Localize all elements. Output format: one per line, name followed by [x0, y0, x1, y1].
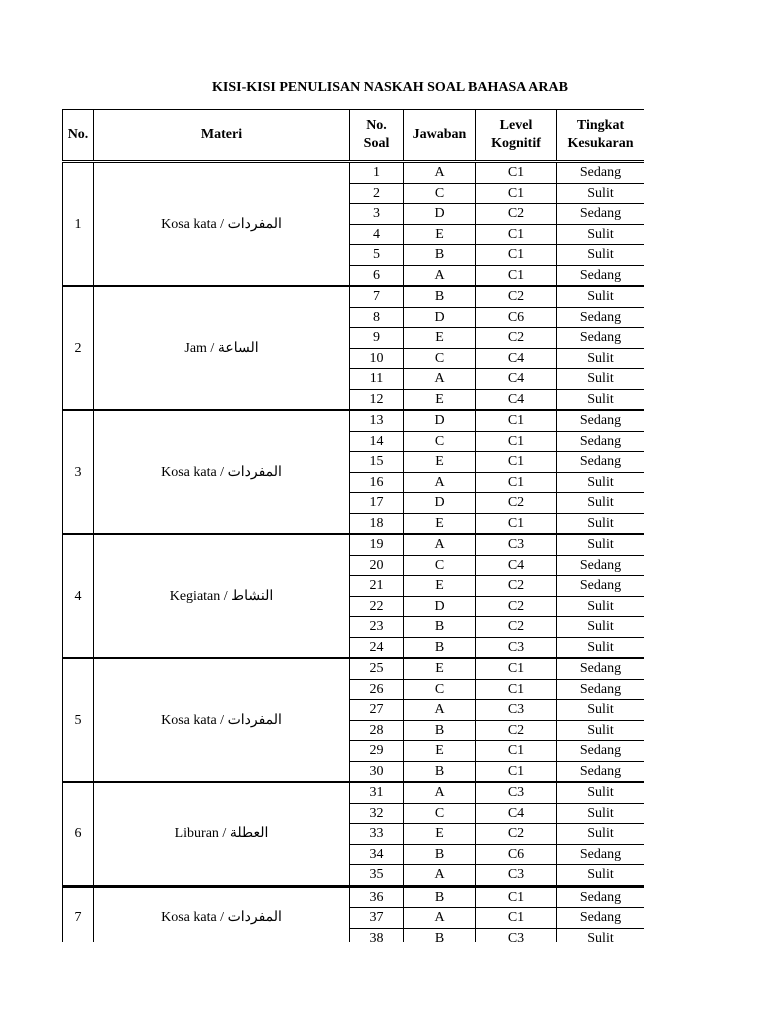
level-kognitif: C2 [476, 204, 557, 225]
level-kognitif: C6 [476, 307, 557, 328]
group-number: 2 [63, 286, 94, 410]
soal-number: 34 [350, 844, 404, 865]
level-kognitif: C2 [476, 617, 557, 638]
group-materi: Kegiatan / النشاط [94, 534, 350, 658]
soal-number: 1 [350, 162, 404, 184]
soal-number: 7 [350, 286, 404, 307]
soal-number: 14 [350, 431, 404, 452]
jawaban: B [404, 245, 476, 266]
level-kognitif: C1 [476, 886, 557, 908]
level-kognitif: C1 [476, 908, 557, 929]
level-kognitif: C1 [476, 431, 557, 452]
jawaban: E [404, 824, 476, 845]
level-kognitif: C4 [476, 389, 557, 410]
jawaban: A [404, 865, 476, 887]
soal-number: 2 [350, 183, 404, 204]
jawaban: E [404, 576, 476, 597]
tingkat-kesukaran: Sulit [557, 183, 645, 204]
jawaban: E [404, 513, 476, 534]
tingkat-kesukaran: Sedang [557, 431, 645, 452]
level-kognitif: C1 [476, 513, 557, 534]
level-kognitif: C2 [476, 824, 557, 845]
table-row [63, 886, 645, 908]
jawaban: B [404, 637, 476, 658]
tingkat-kesukaran: Sulit [557, 720, 645, 741]
soal-number: 30 [350, 761, 404, 782]
jawaban: E [404, 741, 476, 762]
level-kognitif: C2 [476, 493, 557, 514]
tingkat-kesukaran: Sedang [557, 452, 645, 473]
level-kognitif: C1 [476, 410, 557, 431]
level-kognitif: C4 [476, 348, 557, 369]
header-no-soal: No. Soal [350, 110, 404, 162]
jawaban: C [404, 555, 476, 576]
jawaban: A [404, 162, 476, 184]
jawaban: B [404, 617, 476, 638]
soal-number: 6 [350, 265, 404, 286]
group-number: 4 [63, 534, 94, 658]
soal-number: 21 [350, 576, 404, 597]
soal-number: 23 [350, 617, 404, 638]
soal-number: 12 [350, 389, 404, 410]
soal-number: 3 [350, 204, 404, 225]
group-materi: Liburan / العطلة [94, 782, 350, 886]
soal-number: 36 [350, 886, 404, 908]
table-row [63, 162, 645, 184]
group-number: 5 [63, 658, 94, 782]
tingkat-kesukaran: Sedang [557, 679, 645, 700]
level-kognitif: C3 [476, 865, 557, 887]
jawaban: B [404, 844, 476, 865]
soal-number: 5 [350, 245, 404, 266]
tingkat-kesukaran: Sedang [557, 908, 645, 929]
soal-number: 19 [350, 534, 404, 555]
tingkat-kesukaran: Sulit [557, 865, 645, 887]
level-kognitif: C1 [476, 224, 557, 245]
level-kognitif: C4 [476, 803, 557, 824]
level-kognitif: C1 [476, 472, 557, 493]
jawaban: E [404, 452, 476, 473]
jawaban: A [404, 908, 476, 929]
tingkat-kesukaran: Sedang [557, 328, 645, 349]
jawaban: D [404, 410, 476, 431]
group-materi: Kosa kata / المفردات [94, 162, 350, 287]
jawaban: C [404, 679, 476, 700]
level-kognitif: C3 [476, 782, 557, 803]
level-kognitif: C3 [476, 928, 557, 942]
tingkat-kesukaran: Sedang [557, 204, 645, 225]
group-number: 3 [63, 410, 94, 534]
tingkat-kesukaran: Sulit [557, 493, 645, 514]
jawaban: E [404, 389, 476, 410]
soal-number: 37 [350, 908, 404, 929]
soal-number: 13 [350, 410, 404, 431]
header-level-kognitif: Level Kognitif [476, 110, 557, 162]
tingkat-kesukaran: Sedang [557, 162, 645, 184]
level-kognitif: C1 [476, 741, 557, 762]
tingkat-kesukaran: Sedang [557, 307, 645, 328]
tingkat-kesukaran: Sulit [557, 928, 645, 942]
jawaban: A [404, 369, 476, 390]
tingkat-kesukaran: Sulit [557, 245, 645, 266]
soal-number: 31 [350, 782, 404, 803]
jawaban: E [404, 328, 476, 349]
tingkat-kesukaran: Sedang [557, 576, 645, 597]
tingkat-kesukaran: Sedang [557, 265, 645, 286]
jawaban: D [404, 493, 476, 514]
tingkat-kesukaran: Sulit [557, 596, 645, 617]
level-kognitif: C2 [476, 576, 557, 597]
jawaban: A [404, 265, 476, 286]
tingkat-kesukaran: Sulit [557, 513, 645, 534]
header-tingkat-kesukaran: Tingkat Kesukaran [557, 110, 645, 162]
tingkat-kesukaran: Sedang [557, 410, 645, 431]
table-row [63, 286, 645, 307]
kisi-kisi-table [62, 109, 644, 942]
level-kognitif: C2 [476, 328, 557, 349]
tingkat-kesukaran: Sedang [557, 886, 645, 908]
jawaban: B [404, 928, 476, 942]
jawaban: A [404, 700, 476, 721]
tingkat-kesukaran: Sulit [557, 534, 645, 555]
soal-number: 20 [350, 555, 404, 576]
table-row [63, 410, 645, 431]
table-container [62, 109, 644, 942]
soal-number: 38 [350, 928, 404, 942]
soal-number: 16 [350, 472, 404, 493]
soal-number: 29 [350, 741, 404, 762]
soal-number: 32 [350, 803, 404, 824]
group-number: 7 [63, 886, 94, 942]
jawaban: C [404, 183, 476, 204]
level-kognitif: C2 [476, 596, 557, 617]
jawaban: E [404, 658, 476, 679]
header-no: No. [63, 110, 94, 162]
soal-number: 9 [350, 328, 404, 349]
soal-number: 18 [350, 513, 404, 534]
level-kognitif: C1 [476, 761, 557, 782]
tingkat-kesukaran: Sedang [557, 741, 645, 762]
level-kognitif: C1 [476, 162, 557, 184]
jawaban: D [404, 204, 476, 225]
level-kognitif: C1 [476, 265, 557, 286]
tingkat-kesukaran: Sulit [557, 224, 645, 245]
tingkat-kesukaran: Sulit [557, 369, 645, 390]
level-kognitif: C3 [476, 534, 557, 555]
header-jawaban: Jawaban [404, 110, 476, 162]
level-kognitif: C4 [476, 369, 557, 390]
group-number: 6 [63, 782, 94, 886]
jawaban: B [404, 286, 476, 307]
level-kognitif: C1 [476, 245, 557, 266]
group-materi: Kosa kata / المفردات [94, 658, 350, 782]
level-kognitif: C1 [476, 658, 557, 679]
table-body [63, 162, 645, 943]
tingkat-kesukaran: Sedang [557, 658, 645, 679]
jawaban: C [404, 348, 476, 369]
header-row [63, 110, 645, 162]
tingkat-kesukaran: Sedang [557, 555, 645, 576]
level-kognitif: C4 [476, 555, 557, 576]
jawaban: E [404, 224, 476, 245]
tingkat-kesukaran: Sulit [557, 617, 645, 638]
table-row [63, 658, 645, 679]
tingkat-kesukaran: Sedang [557, 761, 645, 782]
group-materi: Jam / الساعة [94, 286, 350, 410]
tingkat-kesukaran: Sulit [557, 472, 645, 493]
level-kognitif: C3 [476, 637, 557, 658]
group-number: 1 [63, 162, 94, 287]
jawaban: A [404, 534, 476, 555]
soal-number: 25 [350, 658, 404, 679]
jawaban: B [404, 761, 476, 782]
level-kognitif: C3 [476, 700, 557, 721]
soal-number: 33 [350, 824, 404, 845]
page-title: KISI-KISI PENULISAN NASKAH SOAL BAHASA ARAB [212, 80, 568, 95]
soal-number: 35 [350, 865, 404, 887]
soal-number: 28 [350, 720, 404, 741]
group-materi: Kosa kata / المفردات [94, 410, 350, 534]
group-materi: Kosa kata / المفردات [94, 886, 350, 942]
level-kognitif: C1 [476, 183, 557, 204]
soal-number: 15 [350, 452, 404, 473]
tingkat-kesukaran: Sulit [557, 782, 645, 803]
tingkat-kesukaran: Sulit [557, 389, 645, 410]
jawaban: A [404, 472, 476, 493]
tingkat-kesukaran: Sulit [557, 637, 645, 658]
table-row [63, 534, 645, 555]
tingkat-kesukaran: Sulit [557, 286, 645, 307]
level-kognitif: C1 [476, 679, 557, 700]
jawaban: B [404, 720, 476, 741]
table-row [63, 782, 645, 803]
jawaban: D [404, 307, 476, 328]
level-kognitif: C1 [476, 452, 557, 473]
soal-number: 11 [350, 369, 404, 390]
tingkat-kesukaran: Sulit [557, 803, 645, 824]
jawaban: B [404, 886, 476, 908]
level-kognitif: C2 [476, 286, 557, 307]
soal-number: 17 [350, 493, 404, 514]
level-kognitif: C2 [476, 720, 557, 741]
level-kognitif: C6 [476, 844, 557, 865]
header-materi: Materi [94, 110, 350, 162]
soal-number: 27 [350, 700, 404, 721]
tingkat-kesukaran: Sulit [557, 824, 645, 845]
soal-number: 22 [350, 596, 404, 617]
soal-number: 26 [350, 679, 404, 700]
tingkat-kesukaran: Sedang [557, 844, 645, 865]
jawaban: D [404, 596, 476, 617]
tingkat-kesukaran: Sulit [557, 348, 645, 369]
jawaban: C [404, 431, 476, 452]
soal-number: 24 [350, 637, 404, 658]
soal-number: 8 [350, 307, 404, 328]
tingkat-kesukaran: Sulit [557, 700, 645, 721]
jawaban: A [404, 782, 476, 803]
soal-number: 4 [350, 224, 404, 245]
jawaban: C [404, 803, 476, 824]
soal-number: 10 [350, 348, 404, 369]
